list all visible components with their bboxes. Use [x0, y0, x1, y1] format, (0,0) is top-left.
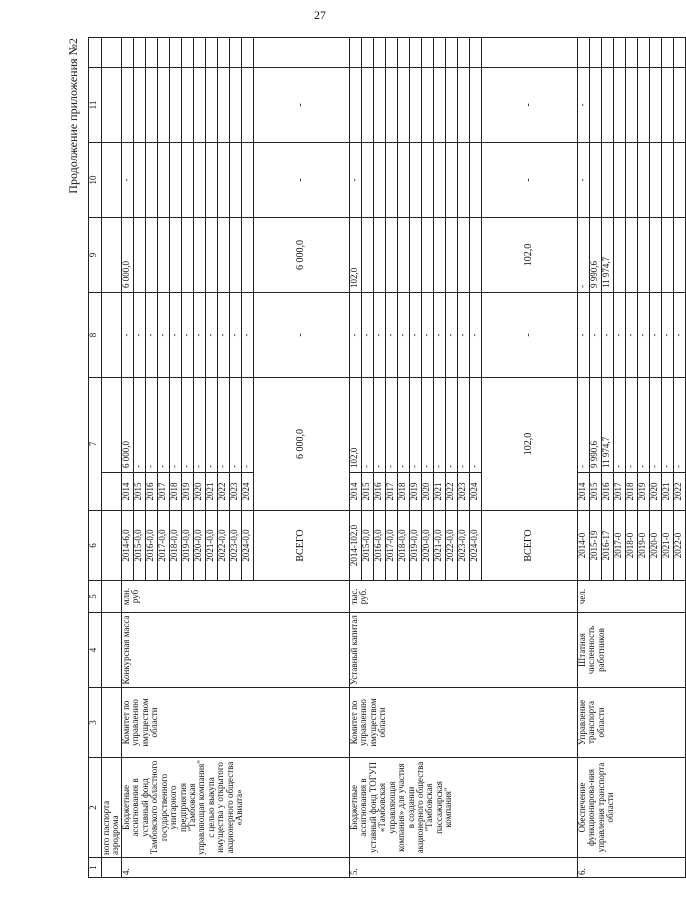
col7-value: 11 974,7 — [601, 378, 613, 473]
col7-value: - — [397, 378, 409, 473]
year-cell: 2024 — [241, 473, 253, 511]
col11-value — [433, 68, 445, 143]
extra-cell — [169, 38, 181, 68]
year-cell: 2022 — [445, 473, 457, 511]
program-table — [88, 37, 686, 878]
year-cell: 2022 — [217, 473, 229, 511]
year-cell: 2016 — [373, 473, 385, 511]
plan-value: 2020-0 — [649, 511, 661, 581]
col8-value: - — [661, 293, 673, 378]
extra-cell — [133, 38, 145, 68]
plan-value: 2015-0,0 — [133, 511, 145, 581]
total-col11: - — [253, 68, 349, 143]
year-cell: 2018 — [397, 473, 409, 511]
col11-value — [241, 68, 253, 143]
col7-value: - — [217, 378, 229, 473]
col9-value — [205, 218, 217, 293]
col10-value — [361, 143, 373, 218]
col7-value: - — [673, 378, 685, 473]
year-cell: 2014 — [349, 473, 361, 511]
col9-value — [193, 218, 205, 293]
plan-value: 2023-0,0 — [457, 511, 469, 581]
extra-cell — [409, 38, 421, 68]
col11-value — [649, 68, 661, 143]
header-col-5: 5 — [89, 581, 102, 613]
col9-value: 102,0 — [349, 218, 361, 293]
section-name: Бюджетные ассигнования в уставный фонд ТОГУП «Тамбовская управляющая компания» для участия в создании акционерного общества "Тамбовская пассажирская компания" — [349, 758, 577, 858]
col8-value: - — [433, 293, 445, 378]
plan-value: 2021-0 — [661, 511, 673, 581]
total-col10: - — [253, 143, 349, 218]
year-cell: 2016 — [601, 473, 613, 511]
col8-value: - — [397, 293, 409, 378]
col9-value — [661, 218, 673, 293]
col11-value — [601, 68, 613, 143]
year-cell: 2019 — [181, 473, 193, 511]
plan-value: 2021-0,0 — [205, 511, 217, 581]
col11-value — [157, 68, 169, 143]
extra-cell — [421, 38, 433, 68]
col7-value: - — [577, 378, 589, 473]
col10-value — [217, 143, 229, 218]
year-cell: 2014 — [577, 473, 589, 511]
col10-value — [457, 143, 469, 218]
col8-value: - — [193, 293, 205, 378]
col8-value: - — [421, 293, 433, 378]
col11-value — [421, 68, 433, 143]
col9-value — [673, 218, 685, 293]
col7-value: - — [193, 378, 205, 473]
header-col-2: 2 — [89, 758, 102, 858]
col10-value: - — [121, 143, 133, 218]
plan-value: 2019-0 — [637, 511, 649, 581]
col7-value: - — [373, 378, 385, 473]
col8-value: - — [673, 293, 685, 378]
extra-cell — [193, 38, 205, 68]
col8-value: - — [349, 293, 361, 378]
col10-value — [637, 143, 649, 218]
year-cell: 2018 — [169, 473, 181, 511]
col10-value — [589, 143, 601, 218]
col10-value — [385, 143, 397, 218]
section-unit: чел. — [577, 581, 685, 613]
col8-value: - — [373, 293, 385, 378]
year-cell: 2021 — [205, 473, 217, 511]
col10-value — [661, 143, 673, 218]
col8-value: - — [613, 293, 625, 378]
col11-value — [625, 68, 637, 143]
col9-value — [409, 218, 421, 293]
col10-value — [613, 143, 625, 218]
plan-value: 2017-0,0 — [157, 511, 169, 581]
col11-value — [661, 68, 673, 143]
year-cell: 2017 — [385, 473, 397, 511]
extra-cell — [121, 38, 133, 68]
total-col8: - — [253, 293, 349, 378]
plan-value: 2018-0 — [625, 511, 637, 581]
col7-value: - — [637, 378, 649, 473]
col7-value: - — [409, 378, 421, 473]
col8-value: - — [361, 293, 373, 378]
col9-value — [217, 218, 229, 293]
header-col-10: 10 — [89, 143, 102, 218]
col8-value: - — [637, 293, 649, 378]
col10-value — [157, 143, 169, 218]
extra-cell — [649, 38, 661, 68]
col8-value: - — [145, 293, 157, 378]
col10-value — [241, 143, 253, 218]
col7-value: - — [169, 378, 181, 473]
year-cell: 2021 — [433, 473, 445, 511]
total-label: ВСЕГО — [253, 511, 349, 581]
col8-value: - — [601, 293, 613, 378]
plan-value: 2022-0 — [673, 511, 685, 581]
col9-value — [397, 218, 409, 293]
col10-value — [469, 143, 481, 218]
col9-value — [385, 218, 397, 293]
extra-cell — [241, 38, 253, 68]
col7-value: - — [241, 378, 253, 473]
col8-value: - — [649, 293, 661, 378]
total-label: ВСЕГО — [481, 511, 577, 581]
col7-value: - — [385, 378, 397, 473]
year-cell: 2024 — [469, 473, 481, 511]
col8-value: - — [385, 293, 397, 378]
header-col-9: 9 — [89, 218, 102, 293]
plan-value: 2019-0,0 — [181, 511, 193, 581]
extra-cell — [181, 38, 193, 68]
section-unit: млн. руб — [121, 581, 349, 613]
table-row — [577, 38, 589, 878]
col9-value — [469, 218, 481, 293]
col9-value — [241, 218, 253, 293]
col8-value: - — [217, 293, 229, 378]
col11-value — [145, 68, 157, 143]
extra-cell — [433, 38, 445, 68]
year-cell: 2020 — [649, 473, 661, 511]
extra-cell — [229, 38, 241, 68]
year-cell: 2015 — [133, 473, 145, 511]
col7-value: - — [361, 378, 373, 473]
col9-value — [421, 218, 433, 293]
col8-value: - — [241, 293, 253, 378]
table-row — [349, 38, 361, 878]
col11-value — [193, 68, 205, 143]
col9-value — [169, 218, 181, 293]
col10-value — [169, 143, 181, 218]
col7-value: - — [229, 378, 241, 473]
col8-value: - — [205, 293, 217, 378]
extra-cell — [457, 38, 469, 68]
header-row — [89, 38, 102, 878]
year-cell: 2017 — [157, 473, 169, 511]
plan-value: 2020-0,0 — [421, 511, 433, 581]
header-col-8: 8 — [89, 293, 102, 378]
header-col-7: 7 — [89, 378, 102, 511]
col9-value: 6 000,0 — [121, 218, 133, 293]
header-col-1: 1 — [89, 858, 102, 878]
year-cell: 2021 — [661, 473, 673, 511]
rotated-table-page — [66, 38, 683, 878]
extra-cell — [673, 38, 685, 68]
plan-value: 2019-0,0 — [409, 511, 421, 581]
page-number: 27 — [314, 8, 326, 22]
plan-value: 2014-0 — [577, 511, 589, 581]
plan-value: 2016-17 — [601, 511, 613, 581]
section-indicator: Штатная численность работников — [577, 613, 685, 688]
col7-value: 102,0 — [349, 378, 361, 473]
total-col7: 6 000,0 — [253, 378, 349, 511]
extra-cell — [157, 38, 169, 68]
section-executor: Комитет по управлению имуществом области — [349, 688, 577, 758]
col7-value: - — [469, 378, 481, 473]
col9-value — [373, 218, 385, 293]
plan-value: 2018-0,0 — [169, 511, 181, 581]
col11-value — [409, 68, 421, 143]
plan-value: 2017-0 — [613, 511, 625, 581]
col7-value: - — [445, 378, 457, 473]
extra-cell — [481, 38, 577, 68]
col9-value — [625, 218, 637, 293]
col9-value — [613, 218, 625, 293]
col7-value: - — [613, 378, 625, 473]
plan-value: 2016-0,0 — [145, 511, 157, 581]
col9-value — [637, 218, 649, 293]
col10-value — [649, 143, 661, 218]
col11-value — [457, 68, 469, 143]
year-cell: 2018 — [625, 473, 637, 511]
col10-value: - — [349, 143, 361, 218]
section-name: Бюджетные ассигнования в уставный фонд Тамбовского областного государственного унитарного предприятия "Тамбовская управляющая компания" с целью выкупа имущества у открытого акционерного общества «Авиата» — [121, 758, 349, 858]
row0-name: ного паспорта аэродрома — [102, 758, 122, 858]
total-col7: 102,0 — [481, 378, 577, 511]
plan-value: 2017-0,0 — [385, 511, 397, 581]
plan-value: 2020-0,0 — [193, 511, 205, 581]
col11-value — [673, 68, 685, 143]
col9-value: 9 990,6 — [589, 218, 601, 293]
plan-value: 2021-0,0 — [433, 511, 445, 581]
col7-value: - — [457, 378, 469, 473]
col11-value — [397, 68, 409, 143]
col10-value — [421, 143, 433, 218]
plan-value: 2024-0,0 — [241, 511, 253, 581]
plan-value: 2014-102,0 — [349, 511, 361, 581]
col10-value — [601, 143, 613, 218]
plan-value: 2022-0,0 — [217, 511, 229, 581]
header-col-6: 6 — [89, 511, 102, 581]
col8-value: - — [589, 293, 601, 378]
year-cell: 2023 — [229, 473, 241, 511]
col7-value: 9 990,6 — [589, 378, 601, 473]
col9-value — [133, 218, 145, 293]
col7-value: - — [433, 378, 445, 473]
col11-value — [229, 68, 241, 143]
col11-value — [637, 68, 649, 143]
extra-cell — [205, 38, 217, 68]
plan-value: 2022-0,0 — [445, 511, 457, 581]
extra-cell — [373, 38, 385, 68]
total-col11: - — [481, 68, 577, 143]
col10-value — [409, 143, 421, 218]
extra-cell — [385, 38, 397, 68]
col8-value: - — [121, 293, 133, 378]
col8-value: - — [409, 293, 421, 378]
col11-value — [445, 68, 457, 143]
col9-value — [157, 218, 169, 293]
col10-value — [145, 143, 157, 218]
col11-value — [469, 68, 481, 143]
col11-value — [613, 68, 625, 143]
col7-value: - — [145, 378, 157, 473]
extra-cell — [601, 38, 613, 68]
col10-value — [445, 143, 457, 218]
col7-value: - — [205, 378, 217, 473]
section-unit: тыс. руб. — [349, 581, 577, 613]
col8-value: - — [157, 293, 169, 378]
col7-value: - — [133, 378, 145, 473]
col10-value: - — [577, 143, 589, 218]
plan-value: 2018-0,0 — [397, 511, 409, 581]
col10-value — [229, 143, 241, 218]
plan-value: 2014-6,0 — [121, 511, 133, 581]
col8-value: - — [577, 293, 589, 378]
col11-value — [589, 68, 601, 143]
col9-value — [457, 218, 469, 293]
col11-value — [361, 68, 373, 143]
total-col9: 6 000,0 — [253, 218, 349, 293]
col8-value: - — [625, 293, 637, 378]
plan-value: 2016-0,0 — [373, 511, 385, 581]
year-cell: 2019 — [409, 473, 421, 511]
col10-value — [433, 143, 445, 218]
col9-value — [445, 218, 457, 293]
section-indicator: Уставный капитал — [349, 613, 577, 688]
year-cell: 2020 — [421, 473, 433, 511]
plan-value: 2024-0,0 — [469, 511, 481, 581]
col9-value: - — [577, 218, 589, 293]
year-cell: 2014 — [121, 473, 133, 511]
extra-cell — [445, 38, 457, 68]
section-executor: Комитет по управлению имуществом области — [121, 688, 349, 758]
col7-value: - — [649, 378, 661, 473]
col11-value — [133, 68, 145, 143]
col7-value: - — [181, 378, 193, 473]
section-number: 5. — [349, 858, 577, 878]
col11-value — [121, 68, 133, 143]
extra-cell — [625, 38, 637, 68]
year-cell: 2020 — [193, 473, 205, 511]
year-cell: 2015 — [361, 473, 373, 511]
section-name: Обеспечение функционирова-ния управления транспорта области — [577, 758, 685, 858]
table-row — [102, 38, 122, 878]
col10-value — [673, 143, 685, 218]
header-col-4: 4 — [89, 613, 102, 688]
col7-value: - — [421, 378, 433, 473]
plan-value: 2015-0,0 — [361, 511, 373, 581]
col8-value: - — [469, 293, 481, 378]
col11-value — [205, 68, 217, 143]
section-number: 4. — [121, 858, 349, 878]
col9-value — [433, 218, 445, 293]
col7-value: - — [661, 378, 673, 473]
col10-value — [397, 143, 409, 218]
col7-value: 6 000,0 — [121, 378, 133, 473]
col9-value — [361, 218, 373, 293]
col11-value: - — [577, 68, 589, 143]
col9-value — [229, 218, 241, 293]
year-cell: 2019 — [637, 473, 649, 511]
col8-value: - — [169, 293, 181, 378]
col8-value: - — [133, 293, 145, 378]
header-col-3: 3 — [89, 688, 102, 758]
total-col10: - — [481, 143, 577, 218]
extra-cell — [349, 38, 361, 68]
col9-value — [181, 218, 193, 293]
col10-value — [205, 143, 217, 218]
extra-cell — [145, 38, 157, 68]
extra-cell — [577, 38, 589, 68]
extra-cell — [589, 38, 601, 68]
col11-value — [385, 68, 397, 143]
col8-value: - — [445, 293, 457, 378]
col10-value — [133, 143, 145, 218]
extra-cell — [637, 38, 649, 68]
year-cell: 2022 — [673, 473, 685, 511]
col11-value — [373, 68, 385, 143]
year-cell: 2016 — [145, 473, 157, 511]
col11-value — [349, 68, 361, 143]
header-col-11: 11 — [89, 68, 102, 143]
extra-cell — [469, 38, 481, 68]
year-cell: 2017 — [613, 473, 625, 511]
continuation-title: Продолжение приложения №2 — [66, 38, 80, 194]
plan-value: 2015-19 — [589, 511, 601, 581]
extra-cell — [253, 38, 349, 68]
col11-value — [181, 68, 193, 143]
col11-value — [169, 68, 181, 143]
total-col8: - — [481, 293, 577, 378]
col10-value — [181, 143, 193, 218]
section-indicator: Конкурсная масса — [121, 613, 349, 688]
section-number: 6. — [577, 858, 685, 878]
col8-value: - — [181, 293, 193, 378]
header-col-extra — [89, 38, 102, 68]
section-executor: Управление транспорта области — [577, 688, 685, 758]
extra-cell — [361, 38, 373, 68]
col11-value — [217, 68, 229, 143]
col7-value: - — [625, 378, 637, 473]
col10-value — [373, 143, 385, 218]
total-col9: 102,0 — [481, 218, 577, 293]
extra-cell — [661, 38, 673, 68]
year-cell: 2023 — [457, 473, 469, 511]
col9-value: 11 974,7 — [601, 218, 613, 293]
year-cell: 2015 — [589, 473, 601, 511]
col9-value — [145, 218, 157, 293]
col10-value — [193, 143, 205, 218]
table-row — [121, 38, 133, 878]
col7-value: - — [157, 378, 169, 473]
extra-cell — [613, 38, 625, 68]
col8-value: - — [457, 293, 469, 378]
extra-cell — [397, 38, 409, 68]
col10-value — [625, 143, 637, 218]
col8-value: - — [229, 293, 241, 378]
extra-cell — [217, 38, 229, 68]
col9-value — [649, 218, 661, 293]
plan-value: 2023-0,0 — [229, 511, 241, 581]
